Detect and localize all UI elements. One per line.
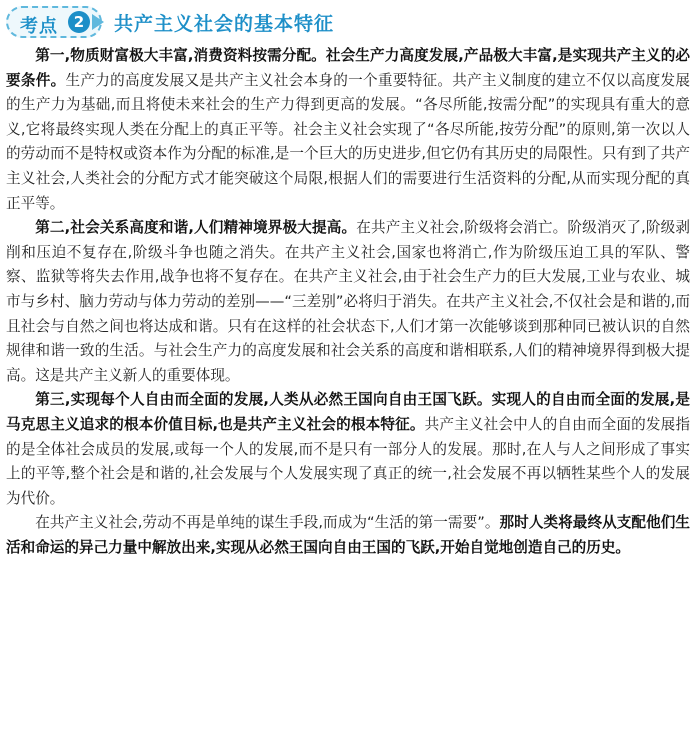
paragraph-2-body: 在共产主义社会,阶级将会消亡。阶级消灭了,阶级剥削和压迫不复存在,阶级斗争也随之消失。在共产主义社会,国家也将消亡,作为阶级压迫工具的军队、警察、监狱等将失去作用,战争也将不复存在。在共产主义社会,由于社会生产力的巨大发展,工业与农业、城市与乡村、脑力劳动与体力劳动的差别——“三差别”必将归于消失。在共产主义社会,不仅社会是和谐的,而且社会与自然之间也将达成和谐。只有在这样的社会状态下,人们才第一次能够谈到那种同已被认识的自然规律和谐一致的生活。与社会生产力的高度发展和社会关系的高度和谐相联系,人们的精神境界得到极大提高。这是共产主义新人的重要体现。 [6, 219, 690, 384]
paragraph-2-lead: 第二,社会关系高度和谐,人们精神境界极大提高。 [35, 219, 357, 237]
section-title: 共产主义社会的基本特征 [114, 13, 335, 35]
paragraph-1 [6, 44, 690, 216]
arrow-right-icon [92, 14, 104, 30]
kaodian-badge [6, 6, 102, 38]
badge-label: 考点 [20, 16, 58, 37]
paragraph-3-lead: 第三,实现每个人自由而全面的发展,人类从必然王国向自由王国飞跃。实现人的自由而全面的发展,是马克思主义追求的根本价值目标,也是共产主义社会的根本特征。 [6, 391, 690, 433]
paragraph-3 [6, 388, 690, 511]
paragraph-3-body: 共产主义社会中人的自由而全面的发展指的是全体社会成员的发展,或每一个人的发展,而不是只有一部分人的发展。那时,在人与人之间形成了事实上的平等,整个社会是和谐的,社会发展与个人发展实现了真正的统一,社会发展不再以牺牲某些个人的发展为代价。 [6, 415, 690, 507]
section-header [6, 4, 426, 42]
badge-number: 2 [68, 11, 90, 33]
paragraph-2 [6, 216, 690, 388]
paragraph-4 [6, 511, 690, 560]
paragraph-4-emphasis: 那时人类将最终从支配他们生活和命运的异己力量中解放出来,实现从必然王国向自由王国的飞跃,开始自觉地创造自己的历史。 [6, 514, 690, 556]
paragraph-4-body: 在共产主义社会,劳动不再是单纯的谋生手段,而成为“生活的第一需要”。 [35, 514, 500, 532]
paragraph-1-lead: 第一,物质财富极大丰富,消费资料按需分配。社会生产力高度发展,产品极大丰富,是实现共产主义的必要条件。 [6, 47, 690, 89]
body-text [6, 44, 690, 560]
paragraph-1-body: 生产力的高度发展又是共产主义社会本身的一个重要特征。共产主义制度的建立不仅以高度发展的生产力为基础,而且将使未来社会的生产力得到更高的发展。“各尽所能,按需分配”的实现具有重大的意义,它将最终实现人类在分配上的真正平等。社会主义社会实现了“各尽所能,按劳分配”的原则,第一次以人的劳动而不是特权或资本作为分配的标准,是一个巨大的历史进步,但它仍有其历史的局限性。只有到了共产主义社会,人类社会的分配方式才能突破这个局限,根据人们的需要进行生活资料的分配,从而实现分配的真正平等。 [6, 71, 690, 212]
